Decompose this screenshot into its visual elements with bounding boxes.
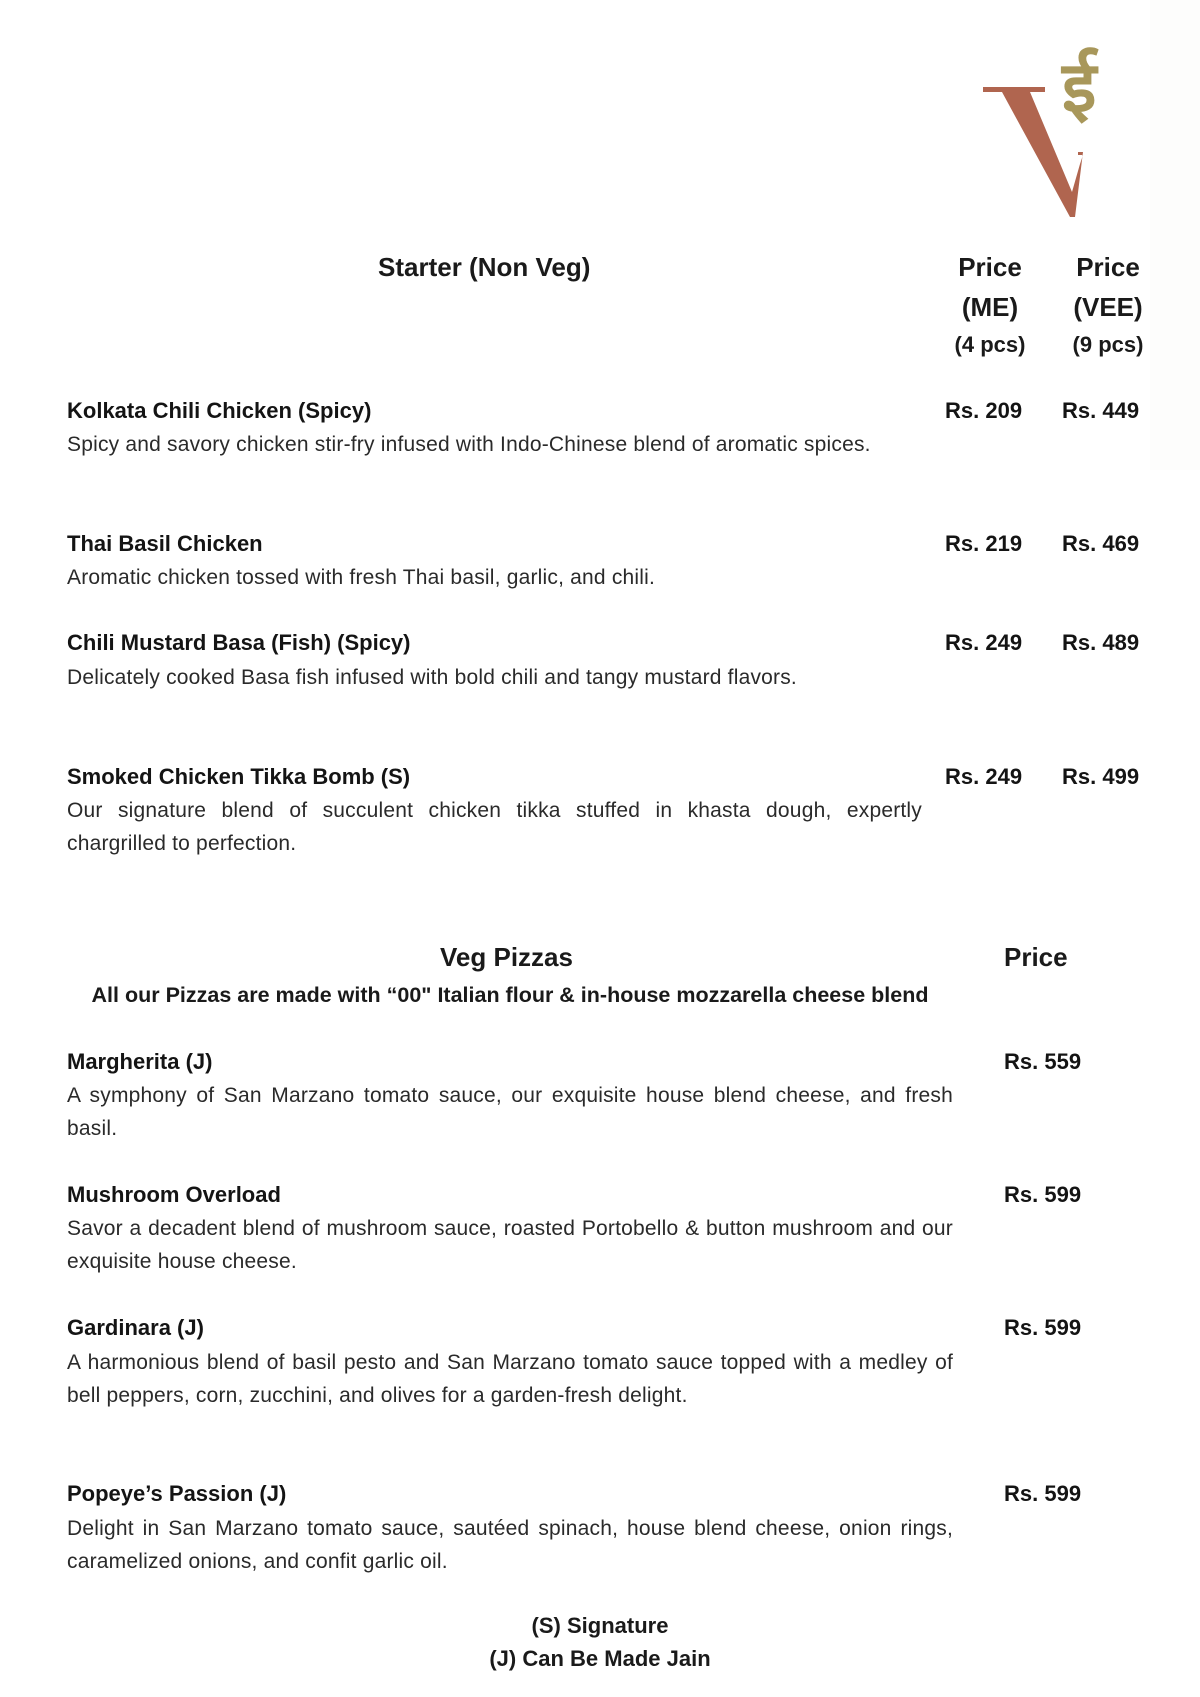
section-title-starters: Starter (Non Veg) (378, 252, 591, 282)
menu-item-description: A symphony of San Marzano tomato sauce, our exquisite house blend cheese, and fresh basil. (67, 1084, 953, 1140)
menu-item-description: Spicy and savory chicken stir-fry infused with Indo-Chinese blend of aromatic spices. (67, 433, 871, 456)
price-header-size: (ME) (961, 292, 1019, 322)
price-header-pieces: (4 pcs) (954, 332, 1026, 357)
price-header-size: (VEE) (1073, 292, 1143, 322)
menu-item-name: Kolkata Chili Chicken (Spicy) (67, 398, 372, 423)
menu-item-price-me: Rs. 209 (945, 398, 1023, 423)
price-header-pieces: (9 pcs) (1072, 332, 1144, 357)
price-column-header: Price (1004, 942, 1068, 972)
menu-item-name: Smoked Chicken Tikka Bomb (S) (67, 764, 411, 789)
menu-item-name: Mushroom Overload (67, 1182, 281, 1207)
price-column-header-vee (1060, 254, 1156, 356)
menu-item-description: A harmonious blend of basil pesto and San Marzano tomato sauce topped with a medley of bell peppers, corn, zucchini, and olives for a garden-fresh delight. (67, 1351, 953, 1407)
menu-item-price-me: Rs. 219 (945, 531, 1023, 556)
devanagari-glyph-icon: ई (1062, 46, 1097, 128)
menu-item-price: Rs. 559 (1004, 1049, 1082, 1074)
menu-item-description: Our signature blend of succulent chicken tikka stuffed in khasta dough, expertly chargrilled to perfection. (67, 799, 922, 855)
menu-item-price-me: Rs. 249 (945, 764, 1023, 789)
menu-item-price-vee: Rs. 449 (1062, 398, 1140, 423)
menu-item-name: Chili Mustard Basa (Fish) (Spicy) (67, 630, 411, 655)
pizzas-subtitle: All our Pizzas are made with “00" Italian flour & in-house mozzarella cheese blend (91, 983, 929, 1007)
menu-item-price: Rs. 599 (1004, 1315, 1082, 1340)
menu-item-price-vee: Rs. 489 (1062, 630, 1140, 655)
price-header-label: Price (1076, 252, 1140, 282)
menu-item-price: Rs. 599 (1004, 1182, 1082, 1207)
legend-signature: (S) Signature (531, 1613, 669, 1638)
background-panel (1150, 0, 1200, 470)
menu-item-price-me: Rs. 249 (945, 630, 1023, 655)
section-title-pizzas: Veg Pizzas (440, 942, 573, 972)
menu-item-name: Thai Basil Chicken (67, 531, 263, 556)
menu-item-price: Rs. 599 (1004, 1481, 1082, 1506)
menu-item-description: Delicately cooked Basa fish infused with bold chili and tangy mustard flavors. (67, 666, 797, 689)
price-header-label: Price (958, 252, 1022, 282)
menu-item-price-vee: Rs. 499 (1062, 764, 1140, 789)
menu-item-description: Delight in San Marzano tomato sauce, sautéed spinach, house blend cheese, onion rings, caramelized onions, and confit garlic oil. (67, 1517, 953, 1573)
menu-item-name: Popeye’s Passion (J) (67, 1481, 287, 1506)
menu-item-name: Gardinara (J) (67, 1315, 204, 1340)
menu-item-description: Savor a decadent blend of mushroom sauce, roasted Portobello & button mushroom and our exquisite house cheese. (67, 1217, 953, 1273)
legend-jain: (J) Can Be Made Jain (489, 1646, 711, 1671)
menu-item-description: Aromatic chicken tossed with fresh Thai basil, garlic, and chili. (67, 566, 656, 589)
menu-item-name: Margherita (J) (67, 1049, 213, 1074)
v-letter-icon (980, 60, 1130, 225)
brand-logo (980, 46, 1130, 225)
menu-item-price-vee: Rs. 469 (1062, 531, 1140, 556)
price-column-header-me (944, 254, 1036, 356)
